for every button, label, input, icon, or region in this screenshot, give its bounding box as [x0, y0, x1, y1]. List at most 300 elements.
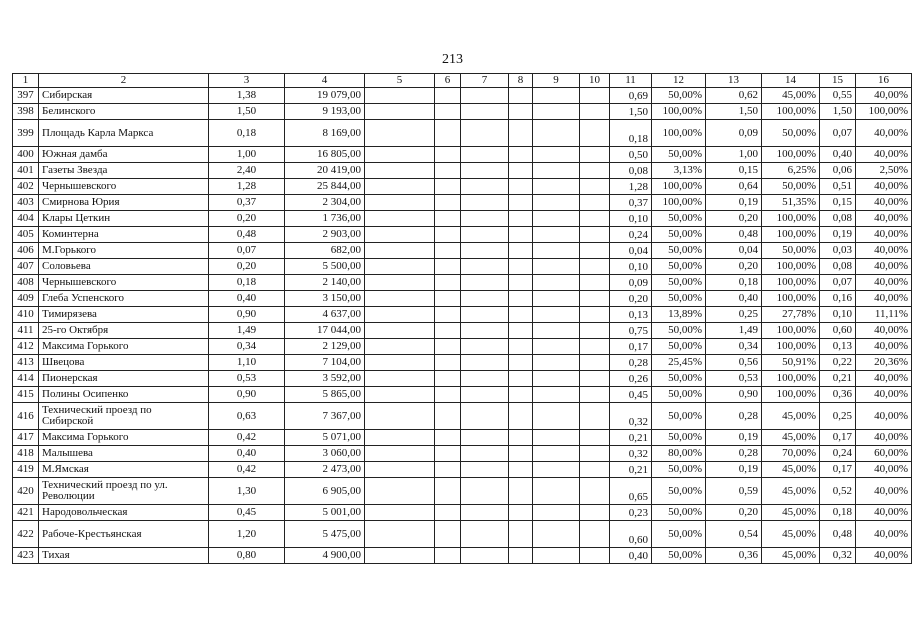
table-cell: 0,32 — [610, 446, 652, 462]
table-cell — [461, 307, 509, 323]
table-cell — [461, 387, 509, 403]
table-cell: Глеба Успенского — [39, 291, 209, 307]
table-cell: 0,07 — [209, 243, 285, 259]
table-cell — [435, 120, 461, 147]
table-row — [13, 227, 912, 243]
table-cell: 0,90 — [209, 387, 285, 403]
table-row — [13, 371, 912, 387]
table-cell: Клары Цеткин — [39, 211, 209, 227]
table-cell: 0,40 — [209, 446, 285, 462]
table-cell: 5 865,00 — [285, 387, 365, 403]
table-cell: 0,37 — [610, 195, 652, 211]
table-cell: 2,40 — [209, 163, 285, 179]
table-cell — [461, 211, 509, 227]
table-cell — [580, 120, 610, 147]
table-cell: 0,60 — [610, 521, 652, 548]
table-row — [13, 462, 912, 478]
table-cell: 0,10 — [610, 259, 652, 275]
table-cell — [580, 147, 610, 163]
table-cell — [365, 120, 435, 147]
table-cell: 7 367,00 — [285, 403, 365, 430]
table-cell: 50,00% — [652, 371, 706, 387]
table-cell: 0,48 — [820, 521, 856, 548]
table-cell — [461, 179, 509, 195]
table-cell: 45,00% — [762, 403, 820, 430]
table-row — [13, 403, 912, 430]
table-cell — [509, 478, 533, 505]
table-cell: 2 129,00 — [285, 339, 365, 355]
table-cell: 50,00% — [652, 259, 706, 275]
table-cell — [509, 275, 533, 291]
table-row — [13, 339, 912, 355]
table-cell — [435, 291, 461, 307]
table-cell: 50,00% — [652, 521, 706, 548]
table-cell: 0,18 — [820, 505, 856, 521]
table-cell: 0,26 — [610, 371, 652, 387]
table-cell: 1,30 — [209, 478, 285, 505]
table-cell: 0,19 — [706, 462, 762, 478]
table-cell: 0,56 — [706, 355, 762, 371]
table-cell: 1,50 — [209, 104, 285, 120]
table-cell: 0,20 — [209, 211, 285, 227]
table-cell: 0,80 — [209, 548, 285, 564]
table-cell — [461, 323, 509, 339]
table-cell: 410 — [13, 307, 39, 323]
table-cell: 0,63 — [209, 403, 285, 430]
table-cell — [580, 275, 610, 291]
table-cell: 0,24 — [610, 227, 652, 243]
table-cell: 0,34 — [706, 339, 762, 355]
table-row — [13, 163, 912, 179]
table-cell: 40,00% — [856, 478, 912, 505]
table-cell: 20,36% — [856, 355, 912, 371]
table-cell: 100,00% — [762, 323, 820, 339]
table-cell: 404 — [13, 211, 39, 227]
table-cell — [580, 88, 610, 104]
table-cell — [435, 430, 461, 446]
table-cell — [533, 478, 580, 505]
table-cell: 422 — [13, 521, 39, 548]
table-cell: 70,00% — [762, 446, 820, 462]
table-cell — [509, 430, 533, 446]
table-cell: 45,00% — [762, 430, 820, 446]
table-cell — [509, 243, 533, 259]
table-cell: 3,13% — [652, 163, 706, 179]
table-cell — [580, 227, 610, 243]
table-cell: 40,00% — [856, 521, 912, 548]
table-cell: 40,00% — [856, 211, 912, 227]
table-cell: 3 150,00 — [285, 291, 365, 307]
table-cell: 0,65 — [610, 478, 652, 505]
table-cell: 50,00% — [652, 88, 706, 104]
column-header: 9 — [533, 74, 580, 88]
table-row — [13, 387, 912, 403]
table-cell: 50,00% — [652, 227, 706, 243]
table-cell: Коминтерна — [39, 227, 209, 243]
table-cell — [580, 462, 610, 478]
table-cell — [461, 163, 509, 179]
table-cell — [509, 521, 533, 548]
table-cell — [533, 371, 580, 387]
table-row — [13, 88, 912, 104]
table-cell: 13,89% — [652, 307, 706, 323]
table-cell: 0,53 — [209, 371, 285, 387]
table-cell — [533, 521, 580, 548]
table-cell — [580, 339, 610, 355]
column-header: 8 — [509, 74, 533, 88]
table-cell — [365, 259, 435, 275]
table-cell — [461, 227, 509, 243]
table-cell: 7 104,00 — [285, 355, 365, 371]
table-cell — [509, 211, 533, 227]
table-cell: 45,00% — [762, 548, 820, 564]
table-cell: Технический проезд по Сибирской — [39, 403, 209, 430]
table-cell: 0,20 — [706, 505, 762, 521]
table-cell: 0,90 — [706, 387, 762, 403]
table-cell: 0,20 — [209, 259, 285, 275]
table-cell: 5 475,00 — [285, 521, 365, 548]
table-cell — [461, 291, 509, 307]
table-cell — [580, 259, 610, 275]
table-cell: 0,19 — [706, 195, 762, 211]
table-cell: Белинского — [39, 104, 209, 120]
table-cell: 100,00% — [856, 104, 912, 120]
table-cell — [435, 104, 461, 120]
column-header: 12 — [652, 74, 706, 88]
table-cell: 0,40 — [820, 147, 856, 163]
table-cell — [580, 521, 610, 548]
table-cell — [509, 195, 533, 211]
table-cell: 0,21 — [610, 430, 652, 446]
table-cell — [365, 446, 435, 462]
table-cell: 0,75 — [610, 323, 652, 339]
table-cell — [533, 211, 580, 227]
table-cell: 405 — [13, 227, 39, 243]
table-cell — [533, 355, 580, 371]
table-cell: 40,00% — [856, 179, 912, 195]
table-cell: 40,00% — [856, 147, 912, 163]
table-cell: 682,00 — [285, 243, 365, 259]
table-cell: 0,20 — [706, 259, 762, 275]
table-cell — [365, 163, 435, 179]
table-cell: 0,10 — [820, 307, 856, 323]
table-cell — [533, 147, 580, 163]
table-cell: 50,00% — [652, 548, 706, 564]
table-cell — [533, 462, 580, 478]
table-cell: 0,40 — [610, 548, 652, 564]
table-cell: 25 844,00 — [285, 179, 365, 195]
table-cell: 399 — [13, 120, 39, 147]
table-cell: 0,09 — [610, 275, 652, 291]
table-cell — [461, 478, 509, 505]
table-cell — [533, 179, 580, 195]
table-cell — [365, 179, 435, 195]
table-cell: 50,00% — [652, 387, 706, 403]
table-cell: 0,17 — [820, 462, 856, 478]
table-cell: 0,20 — [610, 291, 652, 307]
header-row — [13, 74, 912, 88]
table-cell — [509, 355, 533, 371]
table-body — [13, 88, 912, 564]
table-cell: 50,00% — [652, 339, 706, 355]
table-cell: Максима Горького — [39, 339, 209, 355]
table-cell — [533, 88, 580, 104]
table-cell: 4 900,00 — [285, 548, 365, 564]
table-cell: 9 193,00 — [285, 104, 365, 120]
column-header: 5 — [365, 74, 435, 88]
table-cell — [580, 548, 610, 564]
table-cell: 0,28 — [706, 446, 762, 462]
table-cell: 51,35% — [762, 195, 820, 211]
table-cell — [580, 243, 610, 259]
table-cell: 0,23 — [610, 505, 652, 521]
table-cell — [533, 323, 580, 339]
table-cell: Сибирская — [39, 88, 209, 104]
table-cell — [533, 430, 580, 446]
table-cell — [509, 88, 533, 104]
table-row — [13, 478, 912, 505]
table-cell: 5 001,00 — [285, 505, 365, 521]
table-cell — [461, 446, 509, 462]
table-cell: 407 — [13, 259, 39, 275]
table-cell: 100,00% — [762, 371, 820, 387]
table-cell: 415 — [13, 387, 39, 403]
table-cell: 1,50 — [610, 104, 652, 120]
table-cell — [435, 147, 461, 163]
table-cell: 0,08 — [820, 211, 856, 227]
table-cell: 45,00% — [762, 478, 820, 505]
column-header: 14 — [762, 74, 820, 88]
table-cell: 45,00% — [762, 505, 820, 521]
table-cell: 20 419,00 — [285, 163, 365, 179]
table-cell: 5 500,00 — [285, 259, 365, 275]
table-cell — [533, 104, 580, 120]
table-row — [13, 275, 912, 291]
table-cell — [533, 307, 580, 323]
table-cell — [435, 275, 461, 291]
table-cell: Площадь Карла Маркса — [39, 120, 209, 147]
table-cell: 40,00% — [856, 88, 912, 104]
table-cell: 0,17 — [610, 339, 652, 355]
table-cell: 40,00% — [856, 291, 912, 307]
table-cell — [365, 291, 435, 307]
table-cell: 11,11% — [856, 307, 912, 323]
table-cell — [365, 104, 435, 120]
table-cell — [461, 243, 509, 259]
table-cell — [461, 521, 509, 548]
table-cell: 2 304,00 — [285, 195, 365, 211]
table-cell: 2 473,00 — [285, 462, 365, 478]
table-cell: 0,32 — [610, 403, 652, 430]
table-cell: 40,00% — [856, 227, 912, 243]
table-cell: 0,15 — [820, 195, 856, 211]
table-cell — [461, 275, 509, 291]
table-row — [13, 307, 912, 323]
table-cell: 0,25 — [706, 307, 762, 323]
table-cell: 0,51 — [820, 179, 856, 195]
table-cell: 0,28 — [610, 355, 652, 371]
table-cell — [461, 104, 509, 120]
table-cell: 397 — [13, 88, 39, 104]
table-cell — [461, 147, 509, 163]
table-cell: 0,20 — [706, 211, 762, 227]
table-cell — [580, 163, 610, 179]
table-cell: Пионерская — [39, 371, 209, 387]
table-cell — [580, 104, 610, 120]
table-cell: 0,48 — [706, 227, 762, 243]
table-cell — [365, 243, 435, 259]
table-row — [13, 521, 912, 548]
table-cell — [533, 227, 580, 243]
table-cell: 0,15 — [706, 163, 762, 179]
column-header: 7 — [461, 74, 509, 88]
table-cell: 0,18 — [706, 275, 762, 291]
table-cell: 25,45% — [652, 355, 706, 371]
table-cell: 16 805,00 — [285, 147, 365, 163]
table-cell: 45,00% — [762, 462, 820, 478]
table-cell: 100,00% — [762, 291, 820, 307]
table-cell — [365, 211, 435, 227]
table-cell: 0,08 — [610, 163, 652, 179]
table-cell — [580, 355, 610, 371]
table-cell: 50,00% — [652, 430, 706, 446]
table-cell — [435, 211, 461, 227]
table-cell — [461, 505, 509, 521]
table-cell: 100,00% — [652, 179, 706, 195]
table-cell: 0,34 — [209, 339, 285, 355]
table-row — [13, 259, 912, 275]
table-cell — [533, 387, 580, 403]
table-cell — [435, 446, 461, 462]
table-cell: 0,18 — [209, 275, 285, 291]
table-cell: 420 — [13, 478, 39, 505]
table-cell: 6,25% — [762, 163, 820, 179]
table-cell: 100,00% — [762, 339, 820, 355]
table-cell: Максима Горького — [39, 430, 209, 446]
table-cell — [509, 259, 533, 275]
table-cell: 1,49 — [209, 323, 285, 339]
table-cell — [580, 387, 610, 403]
table-row — [13, 120, 912, 147]
table-cell: 40,00% — [856, 259, 912, 275]
table-cell: Соловьева — [39, 259, 209, 275]
table-cell — [461, 371, 509, 387]
table-cell — [533, 195, 580, 211]
table-cell — [533, 120, 580, 147]
table-cell: 100,00% — [762, 275, 820, 291]
table-cell — [435, 371, 461, 387]
table-cell — [365, 323, 435, 339]
table-cell — [365, 521, 435, 548]
table-cell: 0,04 — [706, 243, 762, 259]
table-cell: Чернышевского — [39, 179, 209, 195]
table-cell: 0,36 — [820, 387, 856, 403]
table-cell: 2 903,00 — [285, 227, 365, 243]
table-cell: 0,18 — [610, 120, 652, 147]
column-header: 10 — [580, 74, 610, 88]
table-cell — [580, 323, 610, 339]
table-cell: 1,50 — [706, 104, 762, 120]
column-header: 15 — [820, 74, 856, 88]
table-cell — [580, 307, 610, 323]
table-cell: 0,54 — [706, 521, 762, 548]
table-cell — [580, 505, 610, 521]
column-header: 11 — [610, 74, 652, 88]
table-cell: 100,00% — [652, 195, 706, 211]
table-cell: 0,60 — [820, 323, 856, 339]
table-cell — [461, 462, 509, 478]
table-cell: 40,00% — [856, 339, 912, 355]
table-cell: 398 — [13, 104, 39, 120]
table-cell: 1,00 — [209, 147, 285, 163]
table-cell — [509, 323, 533, 339]
table-cell: 0,64 — [706, 179, 762, 195]
table-cell — [461, 355, 509, 371]
table-row — [13, 104, 912, 120]
table-cell: 80,00% — [652, 446, 706, 462]
table-cell — [580, 211, 610, 227]
table-cell — [365, 355, 435, 371]
table-cell: 0,06 — [820, 163, 856, 179]
table-cell — [533, 163, 580, 179]
table-cell: 421 — [13, 505, 39, 521]
table-cell: 0,16 — [820, 291, 856, 307]
table-cell: 40,00% — [856, 387, 912, 403]
table-cell — [365, 147, 435, 163]
table-cell: 0,13 — [820, 339, 856, 355]
table-cell — [533, 505, 580, 521]
table-cell: Смирнова Юрия — [39, 195, 209, 211]
table-cell — [580, 446, 610, 462]
table-cell: 50,00% — [652, 403, 706, 430]
page-number: 213 — [442, 52, 463, 67]
table-cell: 40,00% — [856, 548, 912, 564]
table-cell: 0,09 — [706, 120, 762, 147]
table-cell — [533, 548, 580, 564]
table-cell: 100,00% — [652, 104, 706, 120]
table-cell: 0,45 — [209, 505, 285, 521]
table-cell — [509, 403, 533, 430]
table-cell: 100,00% — [652, 120, 706, 147]
table-cell: 0,69 — [610, 88, 652, 104]
table-cell — [435, 339, 461, 355]
table-cell — [509, 462, 533, 478]
table-cell: 50,91% — [762, 355, 820, 371]
table-cell: 0,07 — [820, 275, 856, 291]
table-cell: 50,00% — [652, 147, 706, 163]
table-row — [13, 179, 912, 195]
table-cell: 0,90 — [209, 307, 285, 323]
table-cell — [580, 403, 610, 430]
table-cell: Малышева — [39, 446, 209, 462]
table-cell: 0,42 — [209, 462, 285, 478]
table-cell — [365, 195, 435, 211]
table-cell — [365, 387, 435, 403]
table-cell: 25-го Октября — [39, 323, 209, 339]
table-cell: 45,00% — [762, 521, 820, 548]
table-cell: 0,36 — [706, 548, 762, 564]
table-cell: 1,49 — [706, 323, 762, 339]
table-cell — [365, 403, 435, 430]
table-cell — [509, 505, 533, 521]
table-cell: 1,38 — [209, 88, 285, 104]
table-cell: 100,00% — [762, 104, 820, 120]
table-cell: 40,00% — [856, 462, 912, 478]
table-cell: 40,00% — [856, 403, 912, 430]
table-cell — [533, 243, 580, 259]
table-row — [13, 243, 912, 259]
table-cell: 0,37 — [209, 195, 285, 211]
